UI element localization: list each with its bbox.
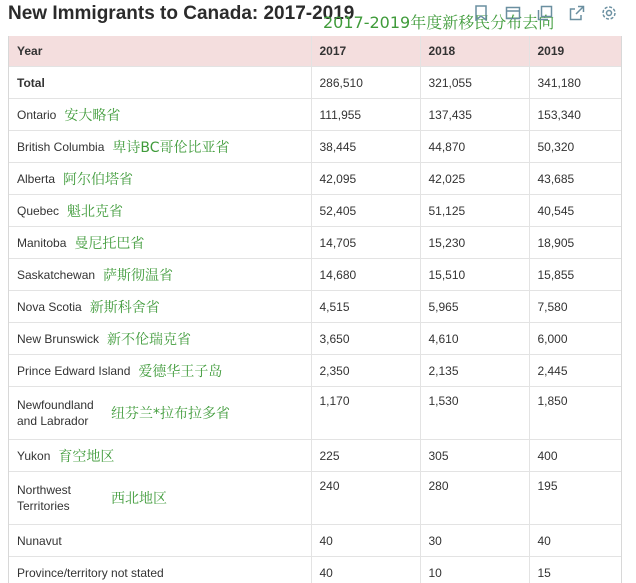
value-cell: 341,180 — [529, 67, 621, 99]
gear-icon[interactable] — [600, 4, 618, 22]
province-name: Alberta — [17, 171, 56, 186]
value-cell: 153,340 — [529, 99, 621, 131]
table-row — [9, 525, 621, 557]
table-body — [9, 67, 621, 583]
table-row — [9, 131, 621, 163]
province-annotation: 卑诗BC哥伦比亚省 — [112, 139, 230, 156]
table-row — [9, 355, 621, 387]
value-cell: 4,515 — [311, 291, 420, 323]
table-row — [9, 67, 621, 99]
value-cell: 38,445 — [311, 131, 420, 163]
value-cell: 30 — [420, 525, 529, 557]
table-row — [9, 440, 621, 472]
value-cell: 305 — [420, 440, 529, 472]
province-annotation: 育空地区 — [58, 448, 115, 465]
table-row — [9, 323, 621, 355]
province-annotation: 阿尔伯塔省 — [63, 171, 134, 188]
value-cell: 4,610 — [420, 323, 529, 355]
value-cell: 2,350 — [311, 355, 420, 387]
province-name: Province/territory not stated — [17, 565, 164, 580]
value-cell: 280 — [420, 472, 529, 525]
value-cell: 43,685 — [529, 163, 621, 195]
value-cell: 40 — [311, 557, 420, 583]
value-cell: 5,965 — [420, 291, 529, 323]
row-label-cell — [9, 525, 311, 557]
header — [0, 0, 636, 34]
province-name: Ontario — [17, 107, 57, 122]
value-cell: 321,055 — [420, 67, 529, 99]
table-row — [9, 291, 621, 323]
value-cell: 137,435 — [420, 99, 529, 131]
value-cell: 15,855 — [529, 259, 621, 291]
value-cell: 1,850 — [529, 387, 621, 440]
table-row — [9, 387, 621, 440]
copy-icon[interactable] — [536, 4, 554, 22]
value-cell: 52,405 — [311, 195, 420, 227]
value-cell: 225 — [311, 440, 420, 472]
column-header[interactable]: Year — [9, 36, 311, 67]
province-annotation: 魁北克省 — [67, 203, 124, 220]
table-row — [9, 557, 621, 583]
value-cell: 50,320 — [529, 131, 621, 163]
column-header[interactable]: 2019 — [529, 36, 621, 67]
province-name: New Brunswick — [17, 331, 100, 346]
value-cell: 111,955 — [311, 99, 420, 131]
province-name: British Columbia — [17, 139, 105, 154]
value-cell: 1,530 — [420, 387, 529, 440]
province-annotation: 安大略省 — [64, 107, 121, 124]
value-cell: 14,705 — [311, 227, 420, 259]
province-name: Prince Edward Island — [17, 363, 131, 378]
row-label-cell — [9, 99, 311, 131]
value-cell: 40 — [311, 525, 420, 557]
table-row — [9, 472, 621, 525]
row-label-cell — [9, 557, 311, 583]
province-name: Manitoba — [17, 235, 67, 250]
province-name: Nunavut — [17, 533, 62, 548]
value-cell: 18,905 — [529, 227, 621, 259]
row-label-cell — [9, 163, 311, 195]
province-annotation: 曼尼托巴省 — [74, 235, 145, 252]
value-cell: 1,170 — [311, 387, 420, 440]
row-label-cell — [9, 440, 311, 472]
immigration-table — [9, 36, 621, 583]
value-cell: 44,870 — [420, 131, 529, 163]
value-cell: 7,580 — [529, 291, 621, 323]
province-annotation: 爱德华王子岛 — [138, 363, 223, 380]
value-cell: 51,125 — [420, 195, 529, 227]
table-header-row — [9, 36, 621, 67]
row-label-cell — [9, 355, 311, 387]
value-cell: 6,000 — [529, 323, 621, 355]
province-name: Northwest Territories — [17, 483, 72, 513]
row-label-cell — [9, 195, 311, 227]
table-row — [9, 99, 621, 131]
value-cell: 15 — [529, 557, 621, 583]
row-label-cell — [9, 472, 311, 525]
share-icon[interactable] — [568, 4, 586, 22]
row-label-cell — [9, 259, 311, 291]
row-label-cell — [9, 227, 311, 259]
toolbar — [472, 4, 618, 22]
value-cell: 286,510 — [311, 67, 420, 99]
province-annotation: 新不伦瑞克省 — [107, 331, 192, 348]
value-cell: 2,445 — [529, 355, 621, 387]
province-annotation: 纽芬兰*拉布拉多省 — [111, 406, 230, 422]
table-row — [9, 259, 621, 291]
column-header[interactable]: 2018 — [420, 36, 529, 67]
value-cell: 240 — [311, 472, 420, 525]
value-cell: 400 — [529, 440, 621, 472]
value-cell: 40 — [529, 525, 621, 557]
row-label-cell — [9, 387, 311, 440]
province-name: Total — [17, 75, 45, 90]
bookmark-icon[interactable] — [472, 4, 490, 22]
data-table-container — [8, 36, 622, 583]
value-cell: 3,650 — [311, 323, 420, 355]
province-name: Yukon — [17, 448, 51, 463]
value-cell: 15,230 — [420, 227, 529, 259]
value-cell: 42,025 — [420, 163, 529, 195]
page-title: New Immigrants to Canada: 2017-2019 — [8, 3, 355, 24]
row-label-cell — [9, 323, 311, 355]
province-name: Quebec — [17, 203, 60, 218]
value-cell: 195 — [529, 472, 621, 525]
value-cell: 2,135 — [420, 355, 529, 387]
column-header[interactable]: 2017 — [311, 36, 420, 67]
value-cell: 40,545 — [529, 195, 621, 227]
row-label-cell — [9, 67, 311, 99]
table-row — [9, 195, 621, 227]
province-annotation: 西北地区 — [111, 491, 167, 507]
page-title-annotation: 2017-2019年度新移民分布去向 — [323, 13, 555, 32]
row-label-cell — [9, 291, 311, 323]
value-cell: 42,095 — [311, 163, 420, 195]
province-name: Saskatchewan — [17, 267, 96, 282]
province-name: Nova Scotia — [17, 299, 82, 314]
value-cell: 15,510 — [420, 259, 529, 291]
province-annotation: 萨斯彻温省 — [103, 267, 174, 284]
window-icon[interactable] — [504, 4, 522, 22]
province-name: Newfoundland and Labrador — [17, 398, 94, 428]
province-annotation: 新斯科舍省 — [89, 299, 160, 316]
row-label-cell — [9, 131, 311, 163]
value-cell: 10 — [420, 557, 529, 583]
value-cell: 14,680 — [311, 259, 420, 291]
table-row — [9, 163, 621, 195]
table-row — [9, 227, 621, 259]
